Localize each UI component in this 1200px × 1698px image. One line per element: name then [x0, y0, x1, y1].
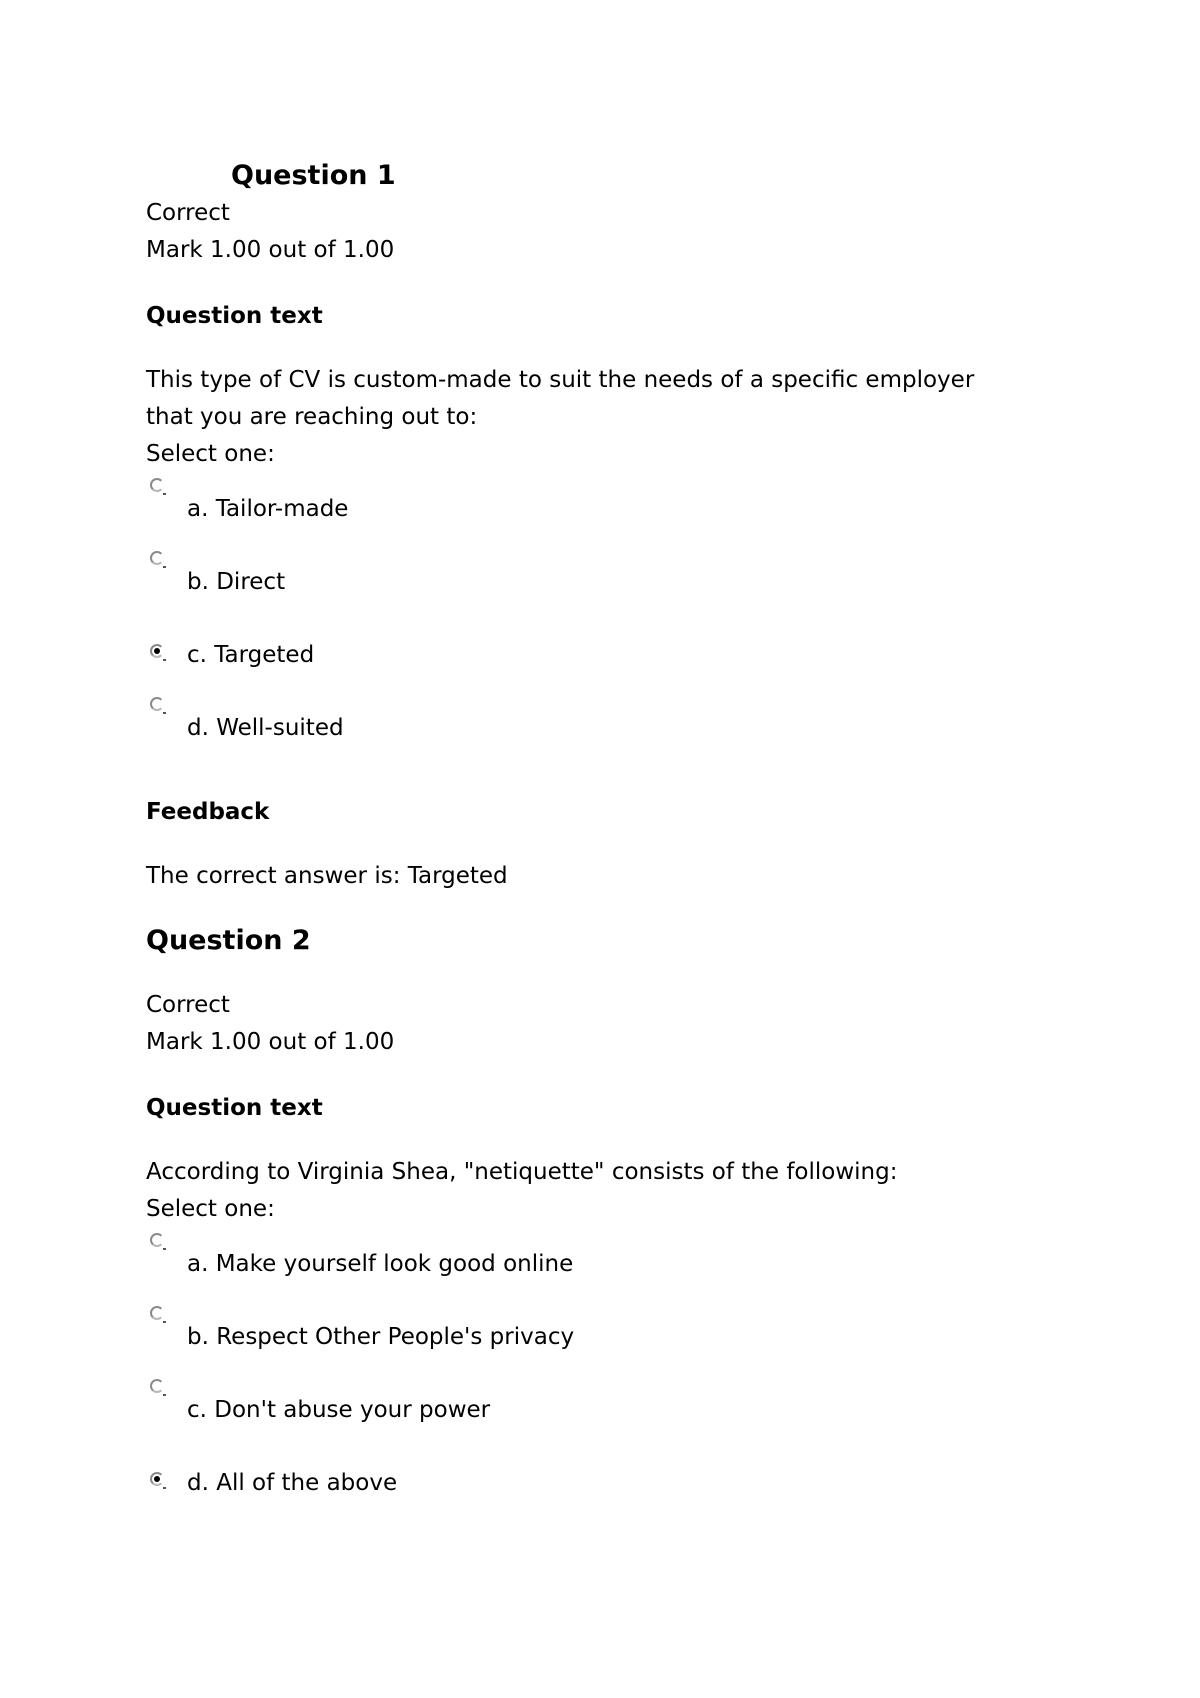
question-2-state: Correct — [146, 992, 230, 1018]
question-2-text-label: Question text — [146, 1095, 323, 1121]
question-1-option-d-radio[interactable] — [150, 697, 164, 711]
question-1-text-line-1: This type of CV is custom-made to suit the needs of a specific employer — [146, 367, 975, 393]
question-2-mark: Mark 1.00 out of 1.00 — [146, 1029, 395, 1055]
question-2-text-line-1: According to Virginia Shea, "netiquette" consists of the following: — [146, 1159, 898, 1185]
question-2-option-b-label[interactable]: b. Respect Other People's privacy — [187, 1324, 575, 1350]
question-2-option-a-label[interactable]: a. Make yourself look good online — [187, 1251, 574, 1277]
question-2-option-a-radio[interactable] — [150, 1233, 164, 1247]
question-2-option-c-label[interactable]: c. Don't abuse your power — [187, 1397, 491, 1423]
question-1-option-b-label[interactable]: b. Direct — [187, 569, 286, 595]
question-1-option-a-label[interactable]: a. Tailor-made — [187, 496, 349, 522]
question-1-option-c-label[interactable]: c. Targeted — [187, 642, 315, 668]
question-1-option-b-radio[interactable] — [150, 551, 164, 565]
question-1-feedback-text: The correct answer is: Targeted — [146, 863, 508, 889]
question-1-mark: Mark 1.00 out of 1.00 — [146, 237, 395, 263]
question-2-option-d-label[interactable]: d. All of the above — [187, 1470, 398, 1496]
question-2-option-d-radio[interactable] — [150, 1472, 164, 1486]
question-1-option-a-radio[interactable] — [150, 478, 164, 492]
question-1-feedback-label: Feedback — [146, 799, 270, 825]
question-1-select-label: Select one: — [146, 441, 275, 467]
question-1-option-d-label[interactable]: d. Well-suited — [187, 715, 344, 741]
question-1-option-c-radio[interactable] — [150, 644, 164, 658]
question-1-text-line-2: that you are reaching out to: — [146, 404, 478, 430]
question-1-text-label: Question text — [146, 303, 323, 329]
question-1-state: Correct — [146, 200, 230, 226]
question-2-option-b-radio[interactable] — [150, 1306, 164, 1320]
question-1-heading: Question 1 — [231, 160, 396, 191]
question-2-option-c-radio[interactable] — [150, 1379, 164, 1393]
question-2-heading: Question 2 — [146, 925, 311, 956]
question-2-select-label: Select one: — [146, 1196, 275, 1222]
